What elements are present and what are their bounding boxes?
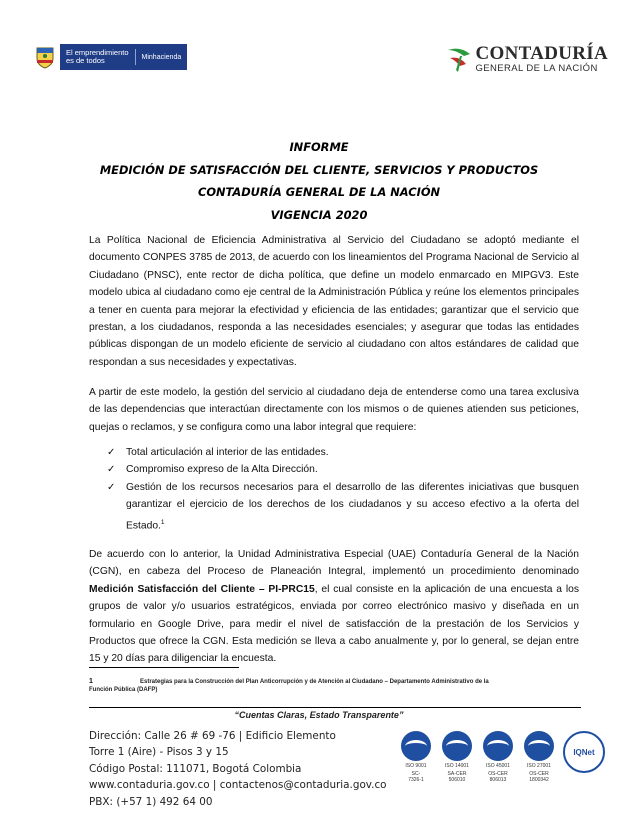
cert-code: ISO 27001 <box>527 763 551 769</box>
gobierno-slogan-line2: es de todos <box>66 56 105 65</box>
list-item-text: Gestión de los recursos necesarios para el desarrollo de las diferentes iniciativas que busquen garantizar el ejercicio de los derechos de los ciudadanos y su acceso efectivo a la oferta del Estado. <box>126 481 579 532</box>
gobierno-slogan <box>60 49 136 65</box>
gobierno-slogan-line1: El emprendimiento <box>66 48 129 57</box>
paragraph-3 <box>89 546 579 668</box>
title-line-4: VIGENCIA 2020 <box>270 207 368 222</box>
gobierno-banner <box>60 44 187 70</box>
icontec-icon <box>442 731 472 761</box>
checkmark-icon: ✓ <box>107 481 116 493</box>
requirements-list <box>107 444 579 534</box>
title-line-1: INFORME <box>289 140 349 154</box>
cert-number: SC- 7326-1 <box>408 771 424 783</box>
footnote-text: Estrategias para la Construcción del Plan Anticorrupción y de Atención al Ciudadano – Departamento Administrativo de la <box>140 679 489 685</box>
colombia-shield-icon <box>34 45 56 69</box>
footnote-number: 1 <box>89 678 93 685</box>
gobierno-logo <box>34 44 202 70</box>
cert-code: ISO 45001 <box>486 763 510 769</box>
footer-slogan: “Cuentas Claras, Estado Transparente” <box>234 710 404 720</box>
paragraph-1: La Política Nacional de Eficiencia Administrativa al Servicio del Ciudadano se adoptó mediante el documento CONPES 3785 de 2013, de acuerdo con los lineamientos del Programa Nacional de Servicio al Ciudadano (PNSC), ente rector de dicha política, que define un modelo enmarcado en MIPGV3. Este modelo ubica al ciudadano como eje central de la Administración Pública y reúne los elementos principales a tener en cuenta para mejorar la efectividad y eficiencia de las entidades; garantizar que el servicio que prestan, a los ciudadanos, responda a las necesidades esenciales; y asegurar que todas las entidades públicas dispongan de un modelo eficiente de servicio al ciudadano con altos estándares de calidad que respondan a sus necesidades y expectativas. <box>89 235 579 368</box>
iqnet-icon: IQNet <box>563 731 605 773</box>
address-line: Dirección: Calle 26 # 69 -76 | Edificio Elemento <box>89 730 336 742</box>
footnote-reference: 1 <box>160 518 165 526</box>
footnote-text-continued: Función Pública (DAFP) <box>89 687 158 693</box>
cgn-mark-icon <box>446 44 472 74</box>
certification-badge <box>399 731 433 783</box>
tower-line: Torre 1 (Aire) - Pisos 3 y 15 <box>89 746 229 759</box>
list-item <box>107 479 579 535</box>
paragraph-3-text-a: De acuerdo con lo anterior, la Unidad Administrativa Especial (UAE) Contaduría General de la Nación (CGN), en cabeza del Proceso de Planeación Integral, implementó un procedimiento denominado <box>89 549 579 578</box>
cert-number: OS-CER 1800342 <box>529 771 549 783</box>
icontec-icon <box>401 731 431 761</box>
ministry-name: Minhacienda <box>141 53 182 61</box>
paragraph-3-text-b: , el cual consiste en la aplicación de una encuesta a los grupos de valor y/o usuarios estratégicos, enviada por correo electrónico masivo y diseñada en un formulario en Google Drive, para medir el nivel de satisfacción de la prestación de los Servicios y Productos que ofrece la CGN. Esta medición se lleva a cabo anualmente y, por lo general, se dejan entre 15 y 20 días para diligenciar la encuesta. <box>89 583 579 665</box>
certification-badge <box>481 731 515 783</box>
phone-line: PBX: (+57 1) 492 64 00 <box>89 795 213 808</box>
contact-info <box>89 728 387 810</box>
list-item-text: Total articulación al interior de las entidades. <box>126 447 329 458</box>
list-item <box>107 461 579 478</box>
certification-badge <box>522 731 556 783</box>
checkmark-icon: ✓ <box>107 447 116 458</box>
paragraph-2: A partir de este modelo, la gestión del servicio al ciudadano deja de entenderse como una tarea exclusiva de las dependencias que interactúan directamente con los mismos o de quienes atienden sus peticiones, quejas o reclamos, y se configura como una labor integral que requiere: <box>89 387 579 433</box>
cert-code: ISO 14001 <box>445 763 469 769</box>
cgn-logo <box>446 44 608 74</box>
web-email-line: www.contaduria.gov.co | contactenos@contaduria.gov.co <box>89 779 387 792</box>
cert-number: SA-CER 506010 <box>447 771 467 783</box>
icontec-icon <box>524 731 554 761</box>
certification-badge <box>440 731 474 783</box>
footer-divider <box>89 707 581 708</box>
cert-number: OS-CER 806013 <box>488 771 508 783</box>
checkmark-icon: ✓ <box>107 464 116 476</box>
report-title <box>0 136 638 226</box>
footnote-divider <box>89 667 239 668</box>
title-line-2: MEDICIÓN DE SATISFACCIÓN DEL CLIENTE, SERVICIOS Y PRODUCTOS <box>99 162 539 177</box>
postal-code-line: Código Postal: 111071, Bogotá Colombia <box>89 762 302 775</box>
icontec-icon <box>483 731 513 761</box>
list-item-text: Compromiso expreso de la Alta Dirección. <box>126 464 318 476</box>
certifications <box>399 731 605 783</box>
cgn-name: CONTADURÍA <box>475 42 608 64</box>
cert-code: ISO 9001 <box>405 763 427 769</box>
list-item <box>107 444 579 461</box>
title-line-3: CONTADURÍA GENERAL DE LA NACIÓN <box>197 185 441 199</box>
cgn-subtitle: GENERAL DE LA NACIÓN <box>475 62 598 74</box>
procedure-name: Medición Satisfacción del Cliente – PI-PRC15 <box>89 583 315 595</box>
